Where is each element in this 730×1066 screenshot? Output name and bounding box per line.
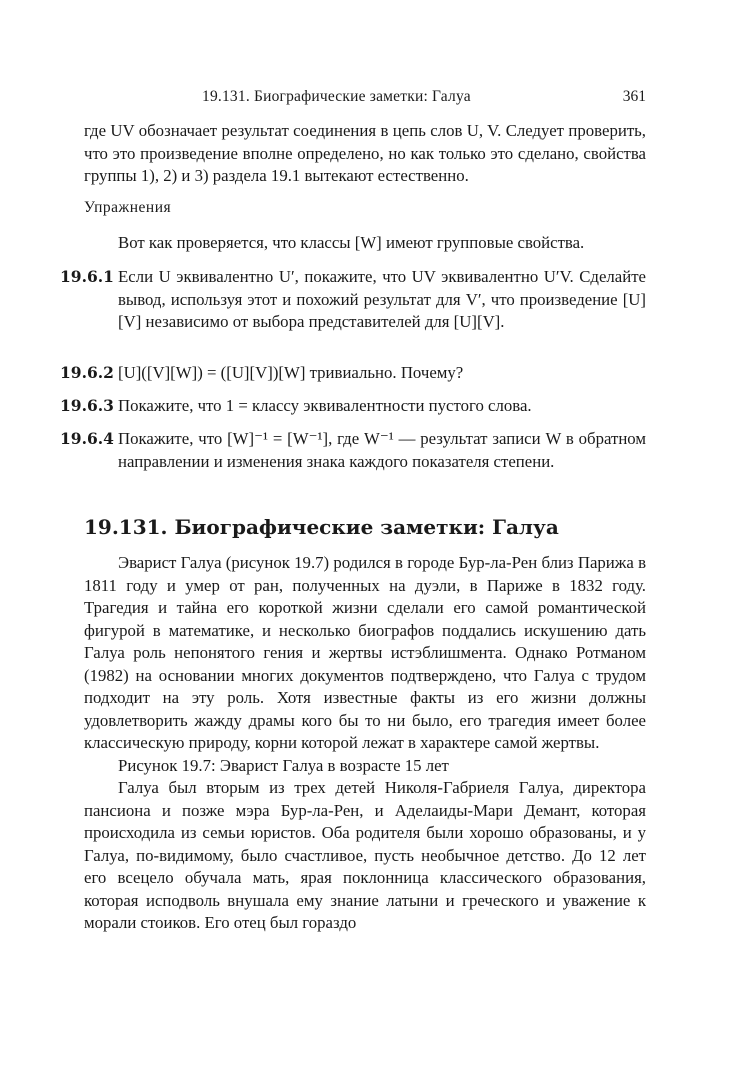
exercise-text: Если U эквивалентно U′, покажите, что UV эквивалентно U′V. Сделайте вывод, используя этот и похожий результат для V′, что произведение [U][V] независимо от выбора представителей для [U][V]. — [118, 267, 646, 331]
exercise-number: 19.6.3 — [60, 396, 114, 415]
exercise-number: 19.6.1 — [60, 267, 114, 286]
exercise-item — [60, 428, 646, 473]
exercises-lead: Вот как проверяется, что классы [W] имеют групповые свойства. — [118, 233, 585, 252]
exercise-text: Покажите, что [W]⁻¹ = [W⁻¹], где W⁻¹ — результат записи W в обратном направлении и изменения знака каждого показателя степени. — [118, 429, 646, 471]
figure-caption: Рисунок 19.7: Эварист Галуа в возрасте 15 лет — [118, 755, 449, 775]
running-header — [84, 86, 646, 108]
exercise-item — [60, 266, 646, 334]
section-heading: 19.131. Биографические заметки: Галуа — [84, 515, 559, 539]
exercises-label: Упражнения — [84, 199, 172, 216]
intro-paragraph: где UV обозначает результат соединения в цепь слов U, V. Следует проверить, что это произведение вполне определено, но как только это сделано, свойства группы 1), 2) и 3) раздела 19.1 вытекают естественно. — [84, 121, 646, 185]
exercise-item — [60, 395, 646, 418]
section-body — [84, 552, 646, 935]
exercise-text: [U]([V][W]) = ([U][V])[W] тривиально. Почему? — [118, 363, 464, 382]
exercise-number: 19.6.4 — [60, 429, 114, 448]
biography-paragraph-2: Галуа был вторым из трех детей Николя-Габриеля Галуа, директора пансиона и позже мэра Бур-ла-Рен, и Аделаиды-Мари Демант, которая происходила из семьи юристов. Оба родителя были хорошо образованы, и у Галуа, по-видимому, было счастливое, пусть необычное детство. До 12 лет его всецело обучала мать, ярая поклонница классического образования, которая исподволь внушала ему знание латыни и греческого и уважение к морали стоиков. Его отец был гораздо — [84, 778, 646, 932]
exercise-item — [60, 362, 646, 385]
exercise-text: Покажите, что 1 = классу эквивалентности пустого слова. — [118, 396, 532, 415]
biography-paragraph-1: Эварист Галуа (рисунок 19.7) родился в городе Бур-ла-Рен близ Парижа в 1811 году и умер от ран, полученных на дуэли, в Париже в 1832 году. Трагедия и тайна его короткой жизни сделали его самой романтической фигурой в математике, и несколько биографов поддались искушению дать Галуа роль непонятого гения и жертвы истэблишмента. Однако Ротманом (1982) на основании многих документов подтверждено, что Галуа с трудом подходит на эту роль. Хотя известные факты из его жизни должны удовлетворить жажду драмы кого бы то ни было, его трагедия имеет более классическую природу, корни которой лежат в характере самой жертвы. — [84, 553, 646, 752]
page-number: 361 — [622, 88, 646, 105]
exercise-number: 19.6.2 — [60, 363, 114, 382]
exercises-lead-block — [84, 232, 646, 255]
running-title: 19.131. Биографические заметки: Галуа — [202, 88, 471, 105]
intro-block — [84, 120, 646, 188]
